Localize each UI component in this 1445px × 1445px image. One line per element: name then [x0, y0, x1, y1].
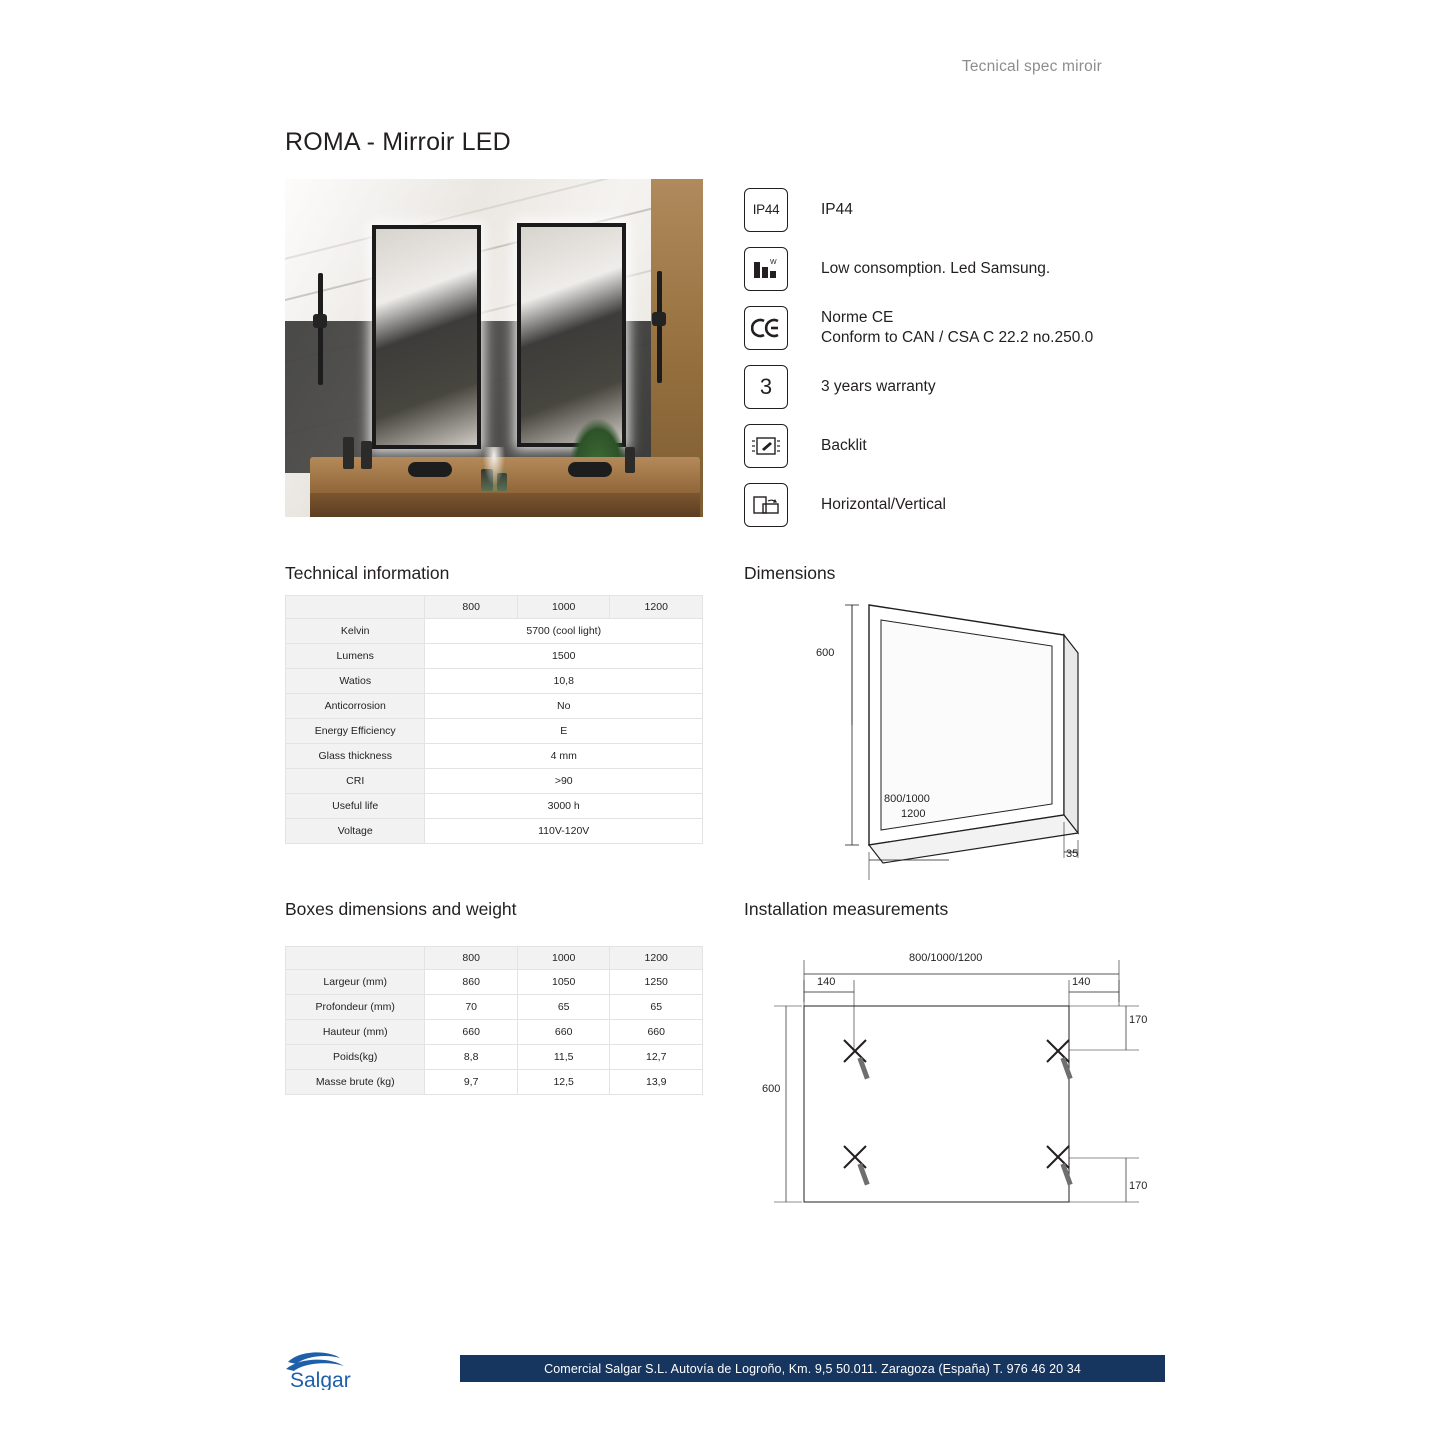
row-value: 65 [610, 995, 703, 1020]
feature-text [821, 377, 936, 396]
table-header-row [286, 596, 703, 619]
photo-wall-sconce-base-right [652, 312, 666, 326]
row-value: 660 [425, 1020, 518, 1045]
table-col-header: 800 [425, 947, 518, 970]
row-value: 1050 [517, 970, 610, 995]
feature-item-orientation [744, 475, 1304, 534]
ip44-icon-text: IP44 [752, 202, 780, 217]
row-value: 9,7 [425, 1070, 518, 1095]
photo-basin-left [408, 462, 452, 477]
table-row [286, 744, 703, 769]
backlit-icon [744, 424, 788, 468]
feature-label: IP44 [821, 200, 853, 218]
dimensions-drawing [744, 590, 1164, 880]
table-row [286, 1070, 703, 1095]
table-row [286, 644, 703, 669]
brand-logo [282, 1348, 407, 1390]
row-value: 660 [610, 1020, 703, 1045]
row-value: E [425, 719, 703, 744]
row-label: CRI [286, 769, 425, 794]
row-value: 660 [517, 1020, 610, 1045]
photo-countertop-front [310, 493, 700, 517]
row-value: 11,5 [517, 1045, 610, 1070]
ce-mark-glyph [751, 318, 781, 338]
table-header-row [286, 947, 703, 970]
bar-chart-glyph [751, 256, 781, 282]
installation-height-label: 600 [762, 1083, 781, 1095]
feature-text [821, 200, 853, 219]
row-value: 4 mm [425, 744, 703, 769]
photo-bottle-2 [361, 441, 372, 469]
warranty-icon-text: 3 [759, 373, 773, 399]
dimension-width-label-2: 1200 [901, 808, 926, 820]
photo-mirror-right [517, 223, 626, 447]
section-title-dimensions: Dimensions [744, 563, 836, 583]
section-title-technical: Technical information [285, 563, 450, 583]
warranty-icon [744, 365, 788, 409]
page-title: ROMA - Mirroir LED [285, 128, 511, 156]
orientation-glyph [751, 492, 781, 518]
boxes-dimensions-table [285, 946, 703, 1095]
table-col-header: 1000 [517, 596, 610, 619]
mirror-perspective-svg [744, 590, 1164, 880]
row-label: Lumens [286, 644, 425, 669]
feature-label: Norme CE [821, 309, 894, 327]
svg-text:W: W [770, 258, 777, 266]
row-value: 65 [517, 995, 610, 1020]
table-col-header: 800 [425, 596, 517, 619]
feature-item-warranty [744, 357, 1304, 416]
row-value: 10,8 [425, 669, 703, 694]
table-row [286, 669, 703, 694]
row-value: 12,5 [517, 1070, 610, 1095]
table-row [286, 719, 703, 744]
ip44-icon [744, 188, 788, 232]
row-value: 13,9 [610, 1070, 703, 1095]
row-value: 1500 [425, 644, 703, 669]
row-label: Hauteur (mm) [286, 1020, 425, 1045]
feature-list [744, 180, 1304, 534]
installation-left-inset-label: 140 [817, 976, 836, 988]
row-label: Glass thickness [286, 744, 425, 769]
feature-text [821, 495, 946, 514]
logo-text: Salgar [290, 1369, 351, 1390]
ce-icon [744, 306, 788, 350]
low-consumption-icon [744, 247, 788, 291]
photo-flower-vase [481, 447, 507, 491]
installation-drawing [744, 940, 1164, 1240]
installation-svg [744, 940, 1164, 1240]
feature-item-ip44 [744, 180, 1304, 239]
table-col-header: 1000 [517, 947, 610, 970]
photo-mirror-left [372, 225, 481, 449]
dimension-width-label-1: 800/1000 [884, 793, 930, 805]
table-row [286, 1020, 703, 1045]
feature-item-low-consumption [744, 239, 1304, 298]
table-col-header: 1200 [610, 596, 703, 619]
feature-label: Low consomption. Led Samsung. [821, 259, 1051, 277]
table-row [286, 1045, 703, 1070]
photo-basin-right [568, 462, 612, 477]
feature-text [821, 308, 1093, 347]
feature-label: Backlit [821, 436, 867, 454]
row-value: 1250 [610, 970, 703, 995]
photo-wall-sconce-left [318, 273, 323, 385]
table-row [286, 769, 703, 794]
installation-bottom-offset-label: 170 [1129, 1180, 1148, 1192]
horizontal-vertical-icon [744, 483, 788, 527]
footer-text: Comercial Salgar S.L. Autovía de Logroño, Km. 9,5 50.011. Zaragoza (España) T. 976 46 20 34 [544, 1361, 1081, 1376]
feature-item-backlit [744, 416, 1304, 475]
technical-information-table [285, 595, 703, 844]
row-label: Poids(kg) [286, 1045, 425, 1070]
row-value: 8,8 [425, 1045, 518, 1070]
photo-bottle-5 [625, 447, 635, 473]
row-value: No [425, 694, 703, 719]
table-col-header [286, 947, 425, 970]
table-col-header [286, 596, 425, 619]
row-value: >90 [425, 769, 703, 794]
row-label: Masse brute (kg) [286, 1070, 425, 1095]
row-value: 12,7 [610, 1045, 703, 1070]
table-row [286, 970, 703, 995]
feature-label: 3 years warranty [821, 377, 936, 395]
feature-label: Horizontal/Vertical [821, 495, 946, 513]
row-value: 5700 (cool light) [425, 619, 703, 644]
row-value: 70 [425, 995, 518, 1020]
header-label: Tecnical spec miroir [961, 58, 1102, 75]
row-label: Profondeur (mm) [286, 995, 425, 1020]
table-row [286, 995, 703, 1020]
photo-wall-sconce-base-left [313, 314, 327, 328]
row-label: Anticorrosion [286, 694, 425, 719]
feature-item-ce [744, 298, 1304, 357]
row-label: Voltage [286, 819, 425, 844]
photo-wall-sconce-right [657, 271, 662, 383]
row-value: 3000 h [425, 794, 703, 819]
product-photo [285, 179, 703, 517]
feature-text [821, 259, 1050, 278]
row-label: Watios [286, 669, 425, 694]
row-label: Useful life [286, 794, 425, 819]
dimension-height-label: 600 [816, 647, 835, 659]
feature-text [821, 436, 867, 455]
row-value: 110V-120V [425, 819, 703, 844]
table-row [286, 619, 703, 644]
backlit-glyph [750, 434, 782, 458]
table-col-header: 1200 [610, 947, 703, 970]
footer-bar [460, 1355, 1165, 1382]
row-label: Kelvin [286, 619, 425, 644]
installation-width-label: 800/1000/1200 [909, 952, 983, 964]
table-row [286, 794, 703, 819]
table-row [286, 819, 703, 844]
row-value: 860 [425, 970, 518, 995]
section-title-installation: Installation measurements [744, 899, 949, 919]
photo-bottle-1 [343, 437, 354, 469]
feature-sublabel: Conform to CAN / CSA C 22.2 no.250.0 [821, 328, 1094, 346]
section-title-boxes: Boxes dimensions and weight [285, 899, 517, 919]
installation-right-inset-label: 140 [1072, 976, 1091, 988]
installation-top-offset-label: 170 [1129, 1014, 1148, 1026]
row-label: Largeur (mm) [286, 970, 425, 995]
table-row [286, 694, 703, 719]
row-label: Energy Efficiency [286, 719, 425, 744]
dimension-depth-label: 35 [1066, 848, 1079, 860]
salgar-logo-icon [282, 1348, 407, 1390]
